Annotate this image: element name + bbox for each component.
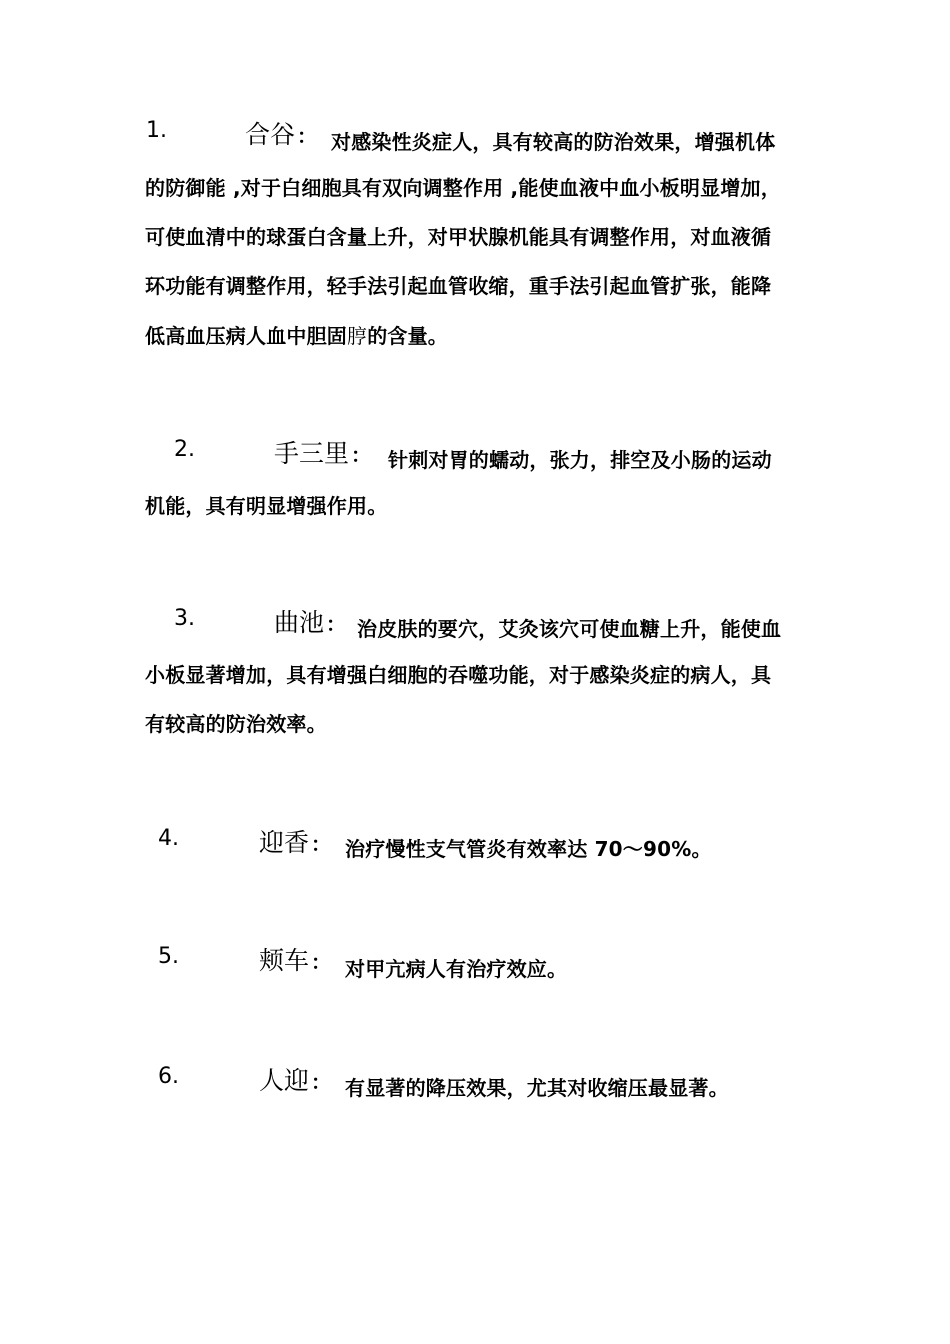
- term-text: 人迎: [259, 1066, 310, 1095]
- description-line: [145, 320, 448, 349]
- acupoint-term: [274, 603, 346, 639]
- line-segment-light: 脝: [347, 324, 368, 348]
- line-segment: 的含量。: [367, 324, 449, 348]
- entry-number: 6.: [158, 1064, 179, 1089]
- description-line: 有显著的降压效果，尤其对收缩压最显著。: [345, 1076, 729, 1100]
- description-line: 的防御能 ,对于白细胞具有双向调整作用 ,能使血液中血小板明显增加，: [145, 176, 781, 200]
- description-line: 小板显著增加，具有增强白细胞的吞噬功能，对于感染炎症的病人，具: [145, 663, 772, 687]
- entry-number: 4.: [158, 826, 179, 851]
- term-colon: ：: [311, 1070, 332, 1094]
- entry-number: 3.: [174, 606, 195, 631]
- term-colon: ：: [297, 124, 318, 148]
- description-line: 对甲亢病人有治疗效应。: [345, 957, 568, 981]
- description-line: 环功能有调整作用，轻手法引起血管收缩，重手法引起血管扩张，能降: [145, 274, 772, 298]
- description-line: 治皮肤的要穴，艾灸该穴可使血糖上升，能使血: [357, 617, 782, 641]
- acupoint-term: [245, 115, 317, 151]
- entry-number: 5.: [158, 944, 179, 969]
- description-line: 对感染性炎症人，具有较高的防治效果，增强机体: [331, 130, 776, 154]
- acupoint-term: [259, 941, 331, 977]
- acupoint-term: [259, 1061, 331, 1097]
- acupoint-term: [274, 434, 371, 470]
- entry-number: 2.: [174, 437, 195, 462]
- description-line: 可使血清中的球蛋白含量上升，对甲状腺机能具有调整作用，对血液循: [145, 225, 772, 249]
- entry-number: 1.: [146, 118, 167, 143]
- term-text: 合谷: [245, 120, 296, 149]
- term-text: 手三里: [274, 439, 350, 468]
- description-line: 治疗慢性支气管炎有效率达 70～90%。: [345, 837, 712, 861]
- term-text: 颊车: [259, 946, 310, 975]
- term-colon: ：: [326, 612, 347, 636]
- description-line: 针刺对胃的蠕动，张力，排空及小肠的运动: [388, 448, 772, 472]
- description-line: 机能，具有明显增强作用。: [145, 494, 388, 518]
- line-segment: 低高血压病人血中胆固: [145, 324, 347, 348]
- term-colon: ：: [351, 443, 372, 467]
- acupoint-term: [259, 823, 331, 859]
- term-text: 曲池: [274, 608, 325, 637]
- term-colon: ：: [311, 832, 332, 856]
- term-text: 迎香: [259, 828, 310, 857]
- term-colon: ：: [311, 950, 332, 974]
- description-line: 有较高的防治效率。: [145, 712, 327, 736]
